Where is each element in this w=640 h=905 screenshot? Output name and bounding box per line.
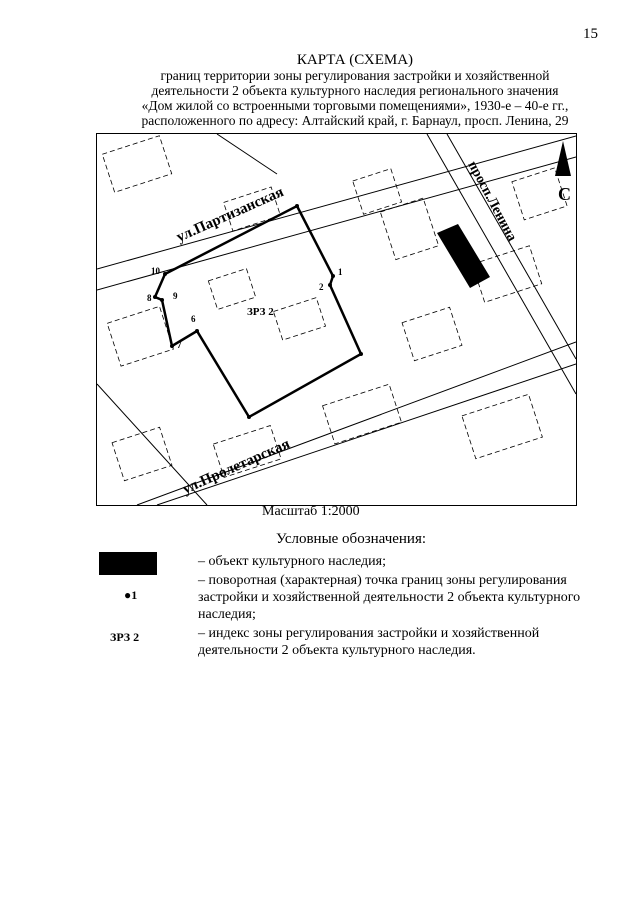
map-scale: Масштаб 1:2000 [262,504,360,519]
map-canvas [97,134,576,505]
legend-item-index: – индекс зоны регулирования застройки и хозяйственной деятельности 2 объекта культурного наследия. [198,626,540,658]
map-title: КАРТА (СХЕМА) [296,52,414,68]
point-label-10: 10 [151,266,160,276]
boundary-point-1 [331,274,335,278]
boundary-point-4 [247,415,251,419]
boundary-point-2 [328,283,332,287]
point-label-1: 1 [338,267,343,277]
point-label-9: 9 [173,291,178,301]
title-line-4: расположенного по адресу: Алтайский край, г. Барнаул, просп. Ленина, 29 [141,113,569,128]
boundary-point-6 [170,344,174,348]
legend-point-symbol: ●1 [124,588,138,602]
legend-item-point: – поворотная (характерная) точка границ зоны регулирования застройки и хозяйственной деятельности 2 объекта культурного наследия; [198,573,581,622]
boundary-point-8 [153,295,157,299]
north-arrow-icon [555,141,571,176]
page-number: 15 [583,26,598,42]
north-label: С [558,184,571,204]
point-label-7: 7 [177,340,182,350]
heritage-object [437,224,490,288]
boundary-point-10 [295,204,299,208]
title-line-3: «Дом жилой со встроенными торговыми помещениями», 1930-е – 40-е гг., [141,98,569,113]
map-frame [96,133,577,506]
boundary-point-labels [147,266,343,350]
boundary-point-5 [195,329,199,333]
street-label-lenina: просп.Ленина [464,158,520,244]
title-line-1: границ территории зоны регулирования застройки и хозяйственной [160,68,550,83]
map-title-block [80,53,630,128]
legend-item-heritage: – объект культурного наследия; [198,554,386,569]
parcel-outlines [102,136,567,481]
boundary-point-3 [359,352,363,356]
boundary-point-7 [160,298,164,302]
legend-title: Условные обозначения: [276,531,427,547]
street-label-partizanskaya: ул.Партизанская [174,184,287,246]
point-label-8: 8 [147,293,152,303]
street-label-proletarskaya: ул.Пролетарская [180,435,293,498]
legend-index-symbol: ЗРЗ 2 [110,630,140,644]
zone-index-label: ЗРЗ 2 [247,306,274,318]
title-line-2: деятельности 2 объекта культурного наследия регионального значения [151,83,559,98]
heritage-object-swatch [99,552,157,575]
point-label-2: 2 [319,282,324,292]
point-label-6: 6 [191,314,196,324]
boundary-point-9 [163,272,167,276]
